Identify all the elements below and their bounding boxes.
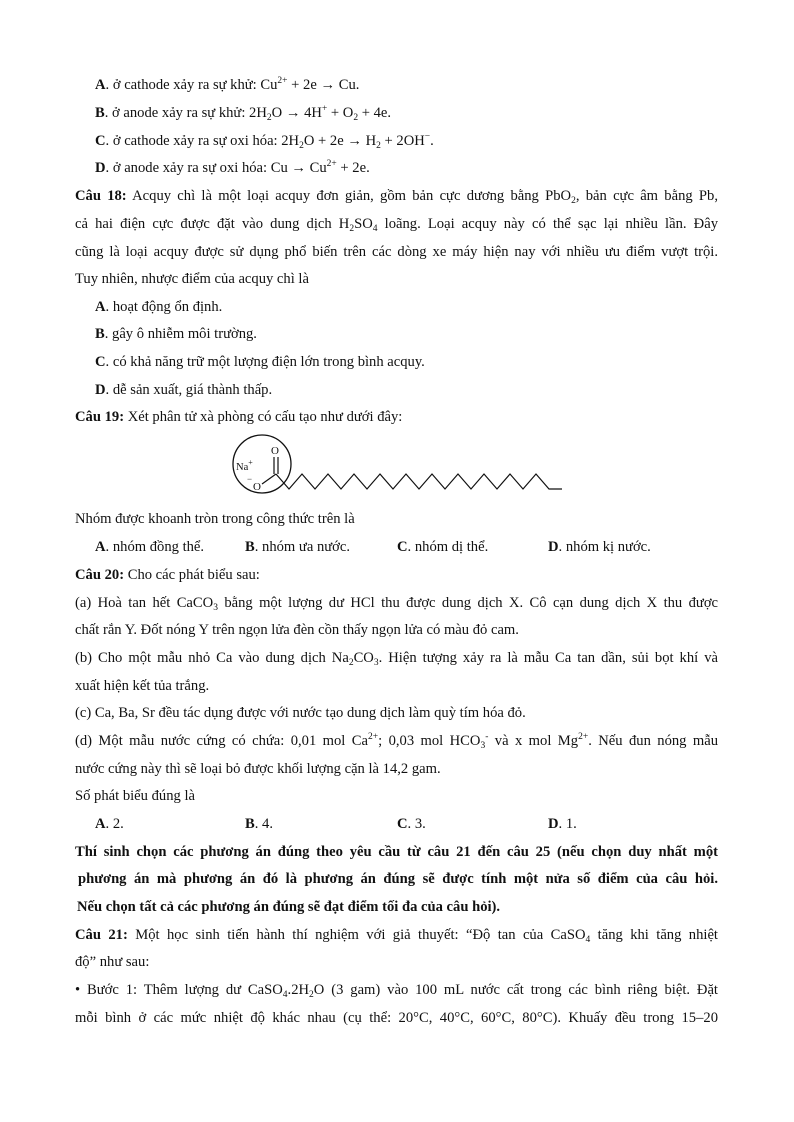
q20-option-b[interactable]: B. 4. (245, 816, 273, 832)
question-label: Câu 18: (75, 188, 127, 204)
q20-option-c[interactable]: C. 3. (397, 816, 426, 832)
question-label: Câu 21: (75, 927, 128, 943)
q18-option-d[interactable]: D. dễ sản xuất, giá thành thấp. (95, 382, 273, 398)
q18-stem-line-2: cả hai điện cực được đặt vào dung dịch $H_2SO_4$ loãng. Loại acquy này có thể sạc lại nhiều lần. Đây (75, 216, 718, 234)
q19-stem: Câu 19: Xét phân tử xà phòng có cấu tạo như dưới đây: (75, 409, 403, 425)
q20-statement-a-line-1: (a) Hoà tan hết CaCO$_3$ bằng một lượng dư HCl thu được dung dịch X. Cô cạn dung dịch X thu được (75, 595, 719, 613)
sodium-ion-label: Na+ (236, 458, 253, 473)
q20-option-d[interactable]: D. 1. (548, 816, 577, 832)
q20-statement-a-line-2: chất rắn Y. Đốt nóng Y trên ngọn lửa đèn cồn thấy ngọn lửa có màu đỏ cam. (75, 622, 519, 638)
section-instruction-line-1: Thí sinh chọn các phương án đúng theo yêu cầu từ câu 21 đến câu 25 (nếu chọn duy nhất một (75, 844, 718, 860)
q21-stem-line-1: Câu 21: Một học sinh tiến hành thí nghiệm với giả thuyết: “Độ tan của CaSO$_4$ tăng khi tăng nhiệt (75, 927, 718, 945)
q18-option-c[interactable]: C. có khả năng trữ một lượng điện lớn trong bình acquy. (95, 354, 425, 370)
q20-statement-b-line-1: (b) Cho một mẫu nhỏ Ca vào dung dịch $Na_2CO_3$. Hiện tượng xảy ra là mẫu Ca tan dần, sủi bọt khí và (75, 650, 718, 668)
negative-charge-label: − (247, 474, 253, 484)
section-instruction-line-3: Nếu chọn tất cả các phương án đúng sẽ đạt điểm tối đa của câu hỏi). (77, 899, 501, 915)
q17-option-a[interactable]: A. ở cathode xảy ra sự khử: $Cu^{2+} + 2e \to Cu$. (95, 76, 360, 93)
q19-option-c[interactable]: C. nhóm dị thể. (397, 539, 489, 555)
q19-option-d[interactable]: D. nhóm kị nước. (548, 539, 651, 555)
oxygen-label: O (253, 481, 261, 493)
q17-option-b[interactable]: B. ở anode xảy ra sự khử: $2H_2O \to 4H^+ + O_2 + 4e$. (95, 104, 392, 123)
q21-step-1-line-1: • Bước 1: Thêm lượng dư $CaSO_4.2H_2O$ (3 gam) vào 100 mL nước cất trong các bình riêng biệt. Đặt (75, 982, 718, 1000)
q20-statement-d-line-1: (d) Một mẫu nước cứng có chứa: 0,01 mol $Ca^{2+}$; 0,03 mol $HCO_3^-$ và x mol $Mg^{2+}$. Nếu đun nóng mẫu (75, 732, 718, 751)
q19-option-a[interactable]: A. nhóm đồng thể. (95, 539, 205, 555)
section-instruction-line-2: phương án mà phương án đó là phương án đúng sẽ được tính một nửa số điểm của câu hỏi. (78, 871, 718, 887)
q20-statement-d-line-2: nước cứng này thì sẽ loại bỏ được khối lượng cặn là 14,2 gam. (75, 761, 441, 777)
q18-option-a[interactable]: A. hoạt động ổn định. (95, 299, 223, 315)
q19-option-b[interactable]: B. nhóm ưa nước. (245, 539, 351, 555)
hydrocarbon-chain (276, 474, 562, 489)
carboxylate-bond (262, 474, 276, 484)
question-label: Câu 19: (75, 409, 125, 425)
q20-statement-c: (c) Ca, Ba, Sr đều tác dụng được với nước tạo dung dịch làm quỳ tím hóa đỏ. (75, 705, 526, 721)
q20-stem: Câu 20: Cho các phát biểu sau: (75, 567, 260, 583)
q20-option-a[interactable]: A. 2. (95, 816, 124, 832)
q21-stem-line-2: độ” như sau: (75, 954, 150, 970)
q18-stem-line-1: Câu 18: Acquy chì là một loại acquy đơn giản, gồm bản cực dương bằng PbO$_2$, bản cực âm bằng Pb, (75, 188, 718, 206)
q20-statement-b-line-2: xuất hiện kết tủa trắng. (75, 678, 210, 694)
q21-step-1-line-2: mỗi bình ở các mức nhiệt độ khác nhau (cụ thể: 20°C, 40°C, 60°C, 80°C). Khuấy đều trong 15–20 (75, 1010, 718, 1026)
q20-question: Số phát biểu đúng là (75, 788, 195, 804)
q19-question: Nhóm được khoanh tròn trong công thức trên là (75, 511, 355, 527)
q17-option-c[interactable]: C. ở cathode xảy ra sự oxi hóa: $2H_2O + 2e \to H_2 + 2OH^-$. (95, 132, 434, 151)
q18-stem-line-4: Tuy nhiên, nhược điểm của acquy chì là (75, 271, 309, 287)
q17-option-d[interactable]: D. ở anode xảy ra sự oxi hóa: $Cu \to Cu^{2+} + 2e$. (95, 159, 370, 176)
soap-molecule-diagram (226, 432, 571, 500)
question-label: Câu 20: (75, 567, 125, 583)
carbonyl-oxygen-label: O (271, 445, 279, 457)
q18-stem-line-3: cũng là loại acquy được sử dụng phổ biến trên các dòng xe máy hiện nay với nhiều ưu điểm vượt trội. (75, 244, 718, 260)
q18-option-b[interactable]: B. gây ô nhiễm môi trường. (95, 326, 257, 342)
